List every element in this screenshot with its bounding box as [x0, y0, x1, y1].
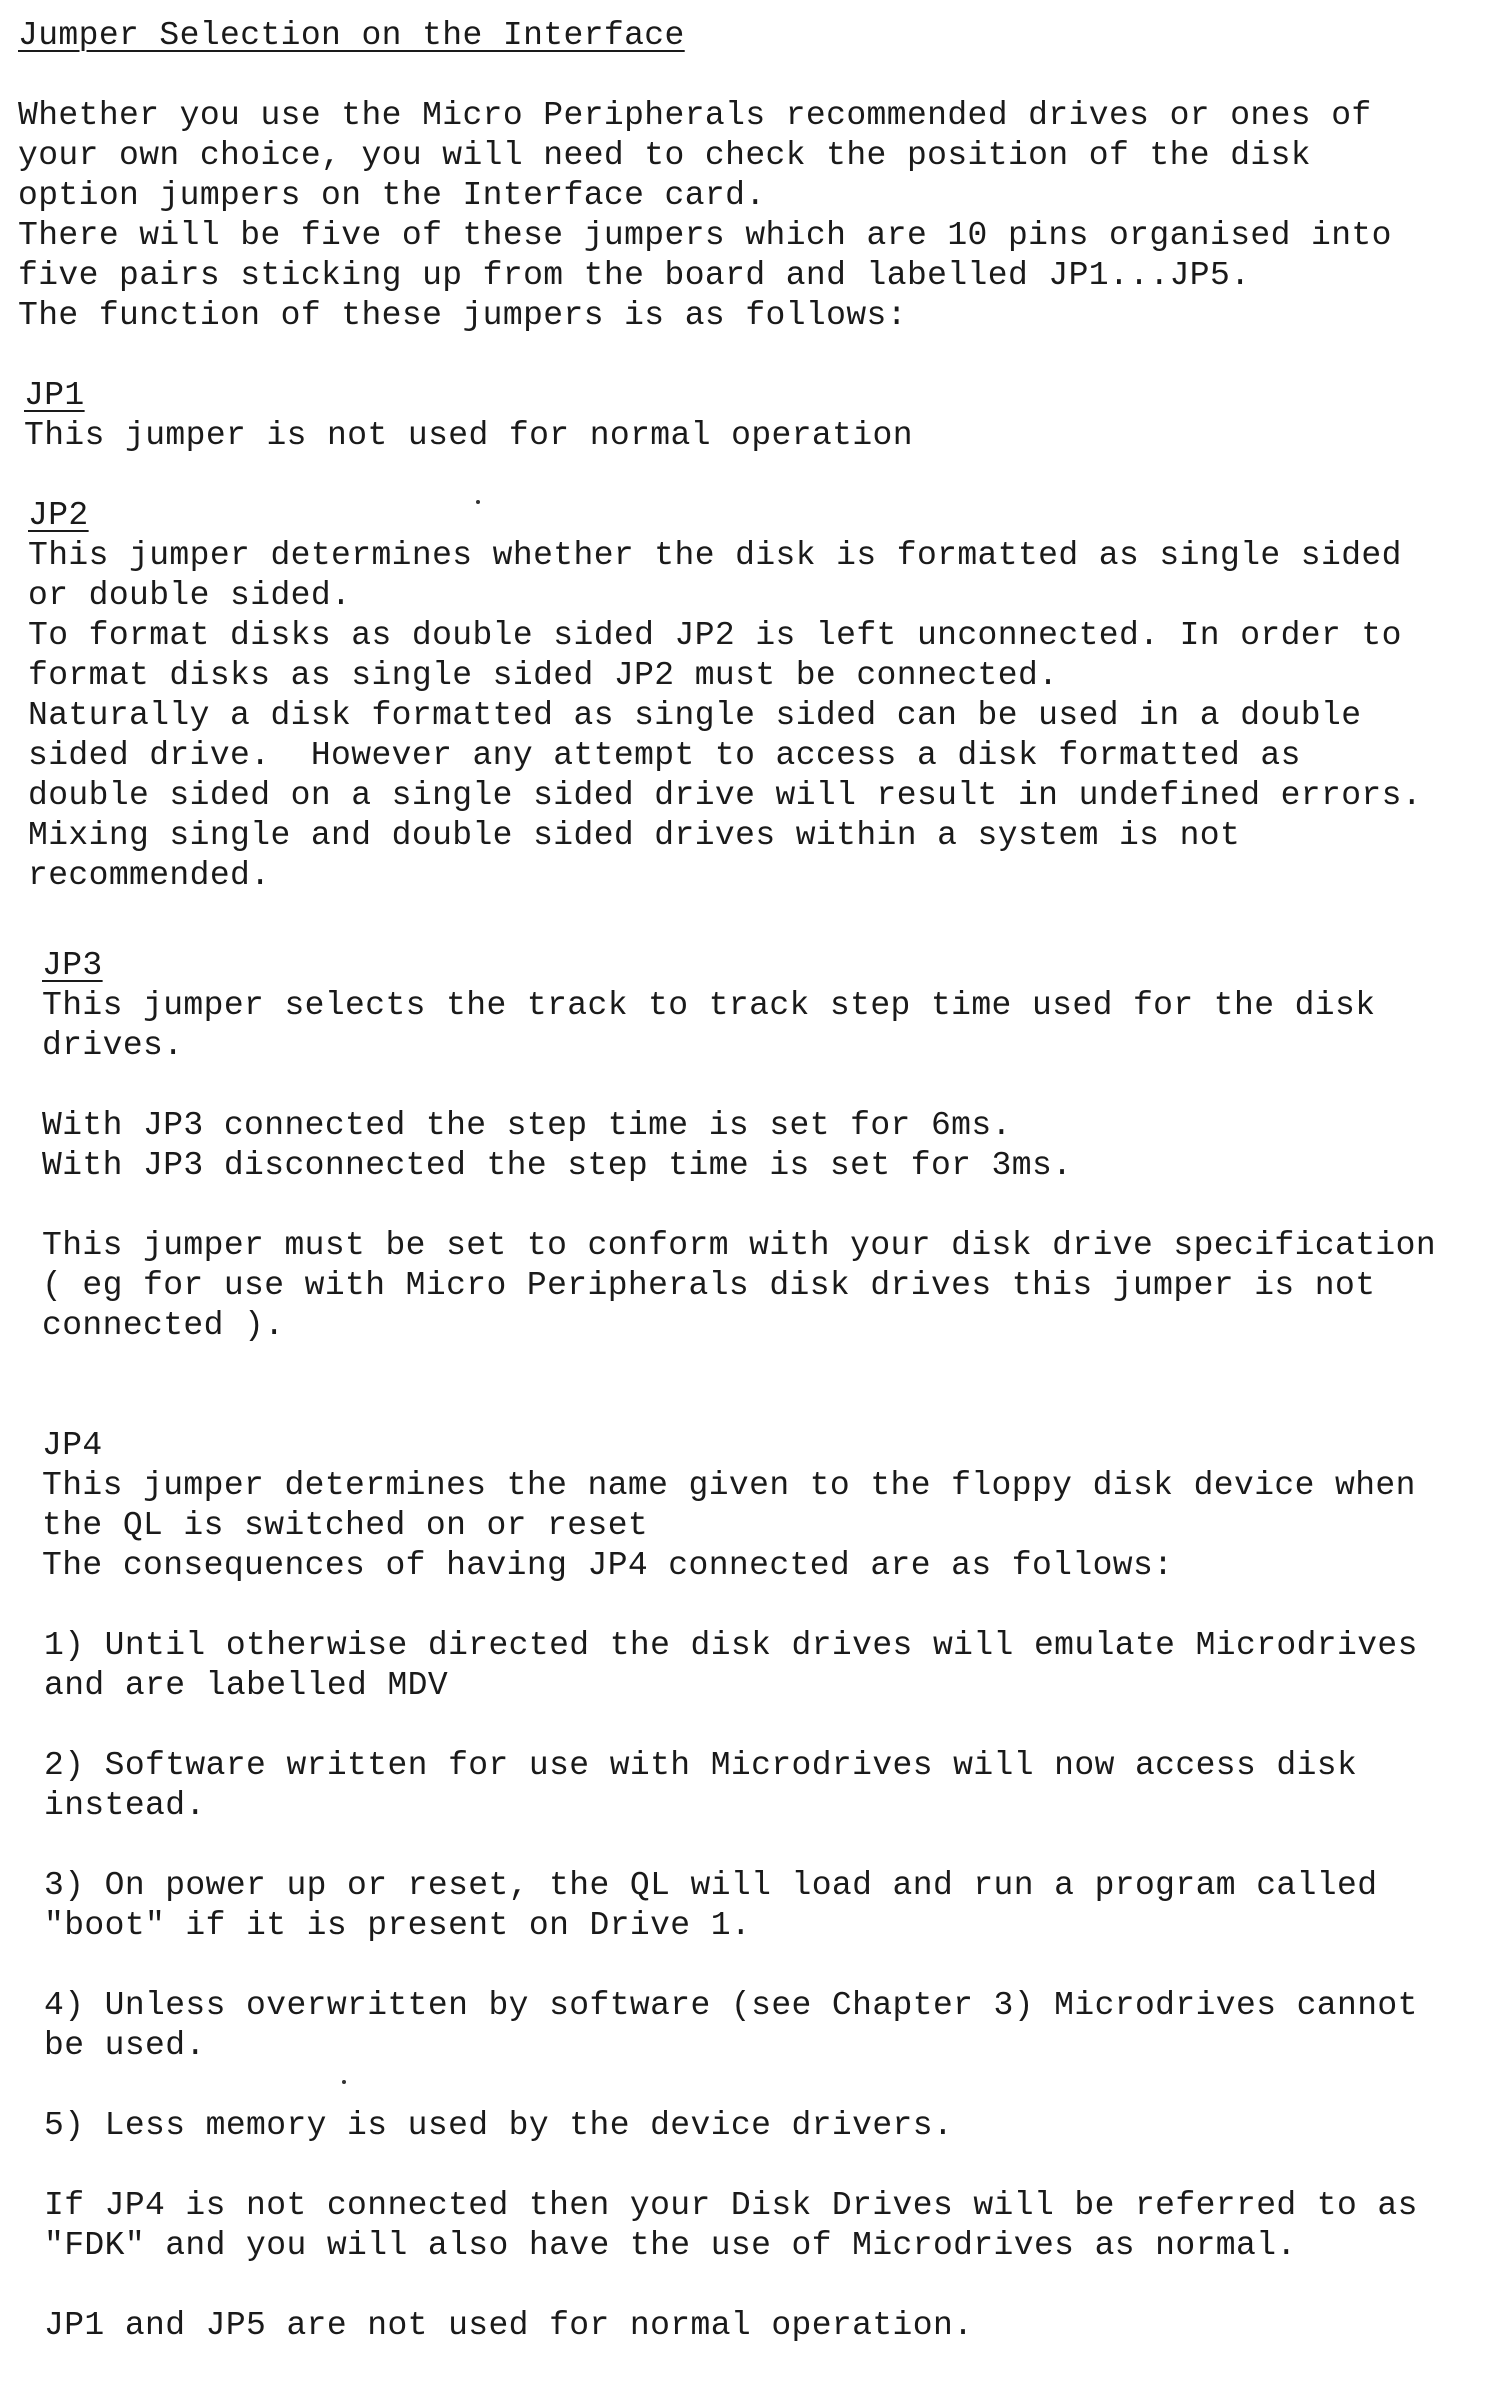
intro-line: There will be five of these jumpers which are 10 pins organised into: [18, 217, 1392, 254]
jp3-text: This jumper must be set to conform with your disk drive specification: [42, 1227, 1437, 1264]
jp3-text: connected ).: [42, 1307, 285, 1344]
jp4-text: The consequences of having JP4 connected are as follows:: [42, 1547, 1174, 1584]
jp4-list-item: 5) Less memory is used by the device drivers.: [44, 2107, 954, 2144]
jp4-list-item: 1) Until otherwise directed the disk drives will emulate Microdrives: [44, 1627, 1418, 1664]
jp3-text: This jumper selects the track to track step time used for the disk: [42, 987, 1376, 1024]
jp3-heading: JP3: [42, 947, 103, 984]
jp3-text: drives.: [42, 1027, 184, 1064]
jp4-list-item: be used.: [44, 2027, 206, 2064]
intro-line: Whether you use the Micro Peripherals recommended drives or ones of: [18, 97, 1372, 134]
page-title: Jumper Selection on the Interface: [18, 17, 685, 54]
jp2-text: This jumper determines whether the disk is formatted as single sided: [28, 537, 1402, 574]
jp2-text: To format disks as double sided JP2 is left unconnected. In order to: [28, 617, 1402, 654]
jp2-text: sided drive. However any attempt to access a disk formatted as: [28, 737, 1301, 774]
jp2-text: Mixing single and double sided drives within a system is not: [28, 817, 1241, 854]
jp2-heading: JP2: [28, 497, 89, 534]
jp2-text: Naturally a disk formatted as single sided can be used in a double: [28, 697, 1362, 734]
jp2-text: format disks as single sided JP2 must be connected.: [28, 657, 1059, 694]
jp1-text: This jumper is not used for normal operation: [24, 417, 913, 454]
jp2-text: recommended.: [28, 857, 271, 894]
jp3-text: ( eg for use with Micro Peripherals disk drives this jumper is not: [42, 1267, 1376, 1304]
jp4-list-item: and are labelled MDV: [44, 1667, 449, 1704]
jp4-closing: If JP4 is not connected then your Disk Drives will be referred to as: [44, 2187, 1418, 2224]
jp4-list-item: "boot" if it is present on Drive 1.: [44, 1907, 752, 1944]
scan-speck: [342, 2080, 346, 2084]
jp4-closing: "FDK" and you will also have the use of Microdrives as normal.: [44, 2227, 1297, 2264]
intro-line: option jumpers on the Interface card.: [18, 177, 766, 214]
jp4-text: This jumper determines the name given to the floppy disk device when: [42, 1467, 1416, 1504]
jp4-list-item: instead.: [44, 1787, 206, 1824]
jp3-text: With JP3 connected the step time is set for 6ms.: [42, 1107, 1012, 1144]
jp3-text: With JP3 disconnected the step time is set for 3ms.: [42, 1147, 1073, 1184]
jp4-text: the QL is switched on or reset: [42, 1507, 649, 1544]
jp4-heading: JP4: [42, 1427, 103, 1464]
jp4-list-item: 3) On power up or reset, the QL will load and run a program called: [44, 1867, 1378, 1904]
intro-line: your own choice, you will need to check the position of the disk: [18, 137, 1312, 174]
jp4-list-item: 2) Software written for use with Microdrives will now access disk: [44, 1747, 1358, 1784]
intro-line: five pairs sticking up from the board and labelled JP1...JP5.: [18, 257, 1251, 294]
footer-note: JP1 and JP5 are not used for normal operation.: [44, 2307, 974, 2344]
jp1-heading: JP1: [24, 377, 85, 414]
jp2-text: or double sided.: [28, 577, 352, 614]
intro-line: The function of these jumpers is as follows:: [18, 297, 907, 334]
scan-speck: [476, 500, 480, 504]
jp2-text: double sided on a single sided drive will result in undefined errors.: [28, 777, 1423, 814]
jp4-list-item: 4) Unless overwritten by software (see Chapter 3) Microdrives cannot: [44, 1987, 1418, 2024]
